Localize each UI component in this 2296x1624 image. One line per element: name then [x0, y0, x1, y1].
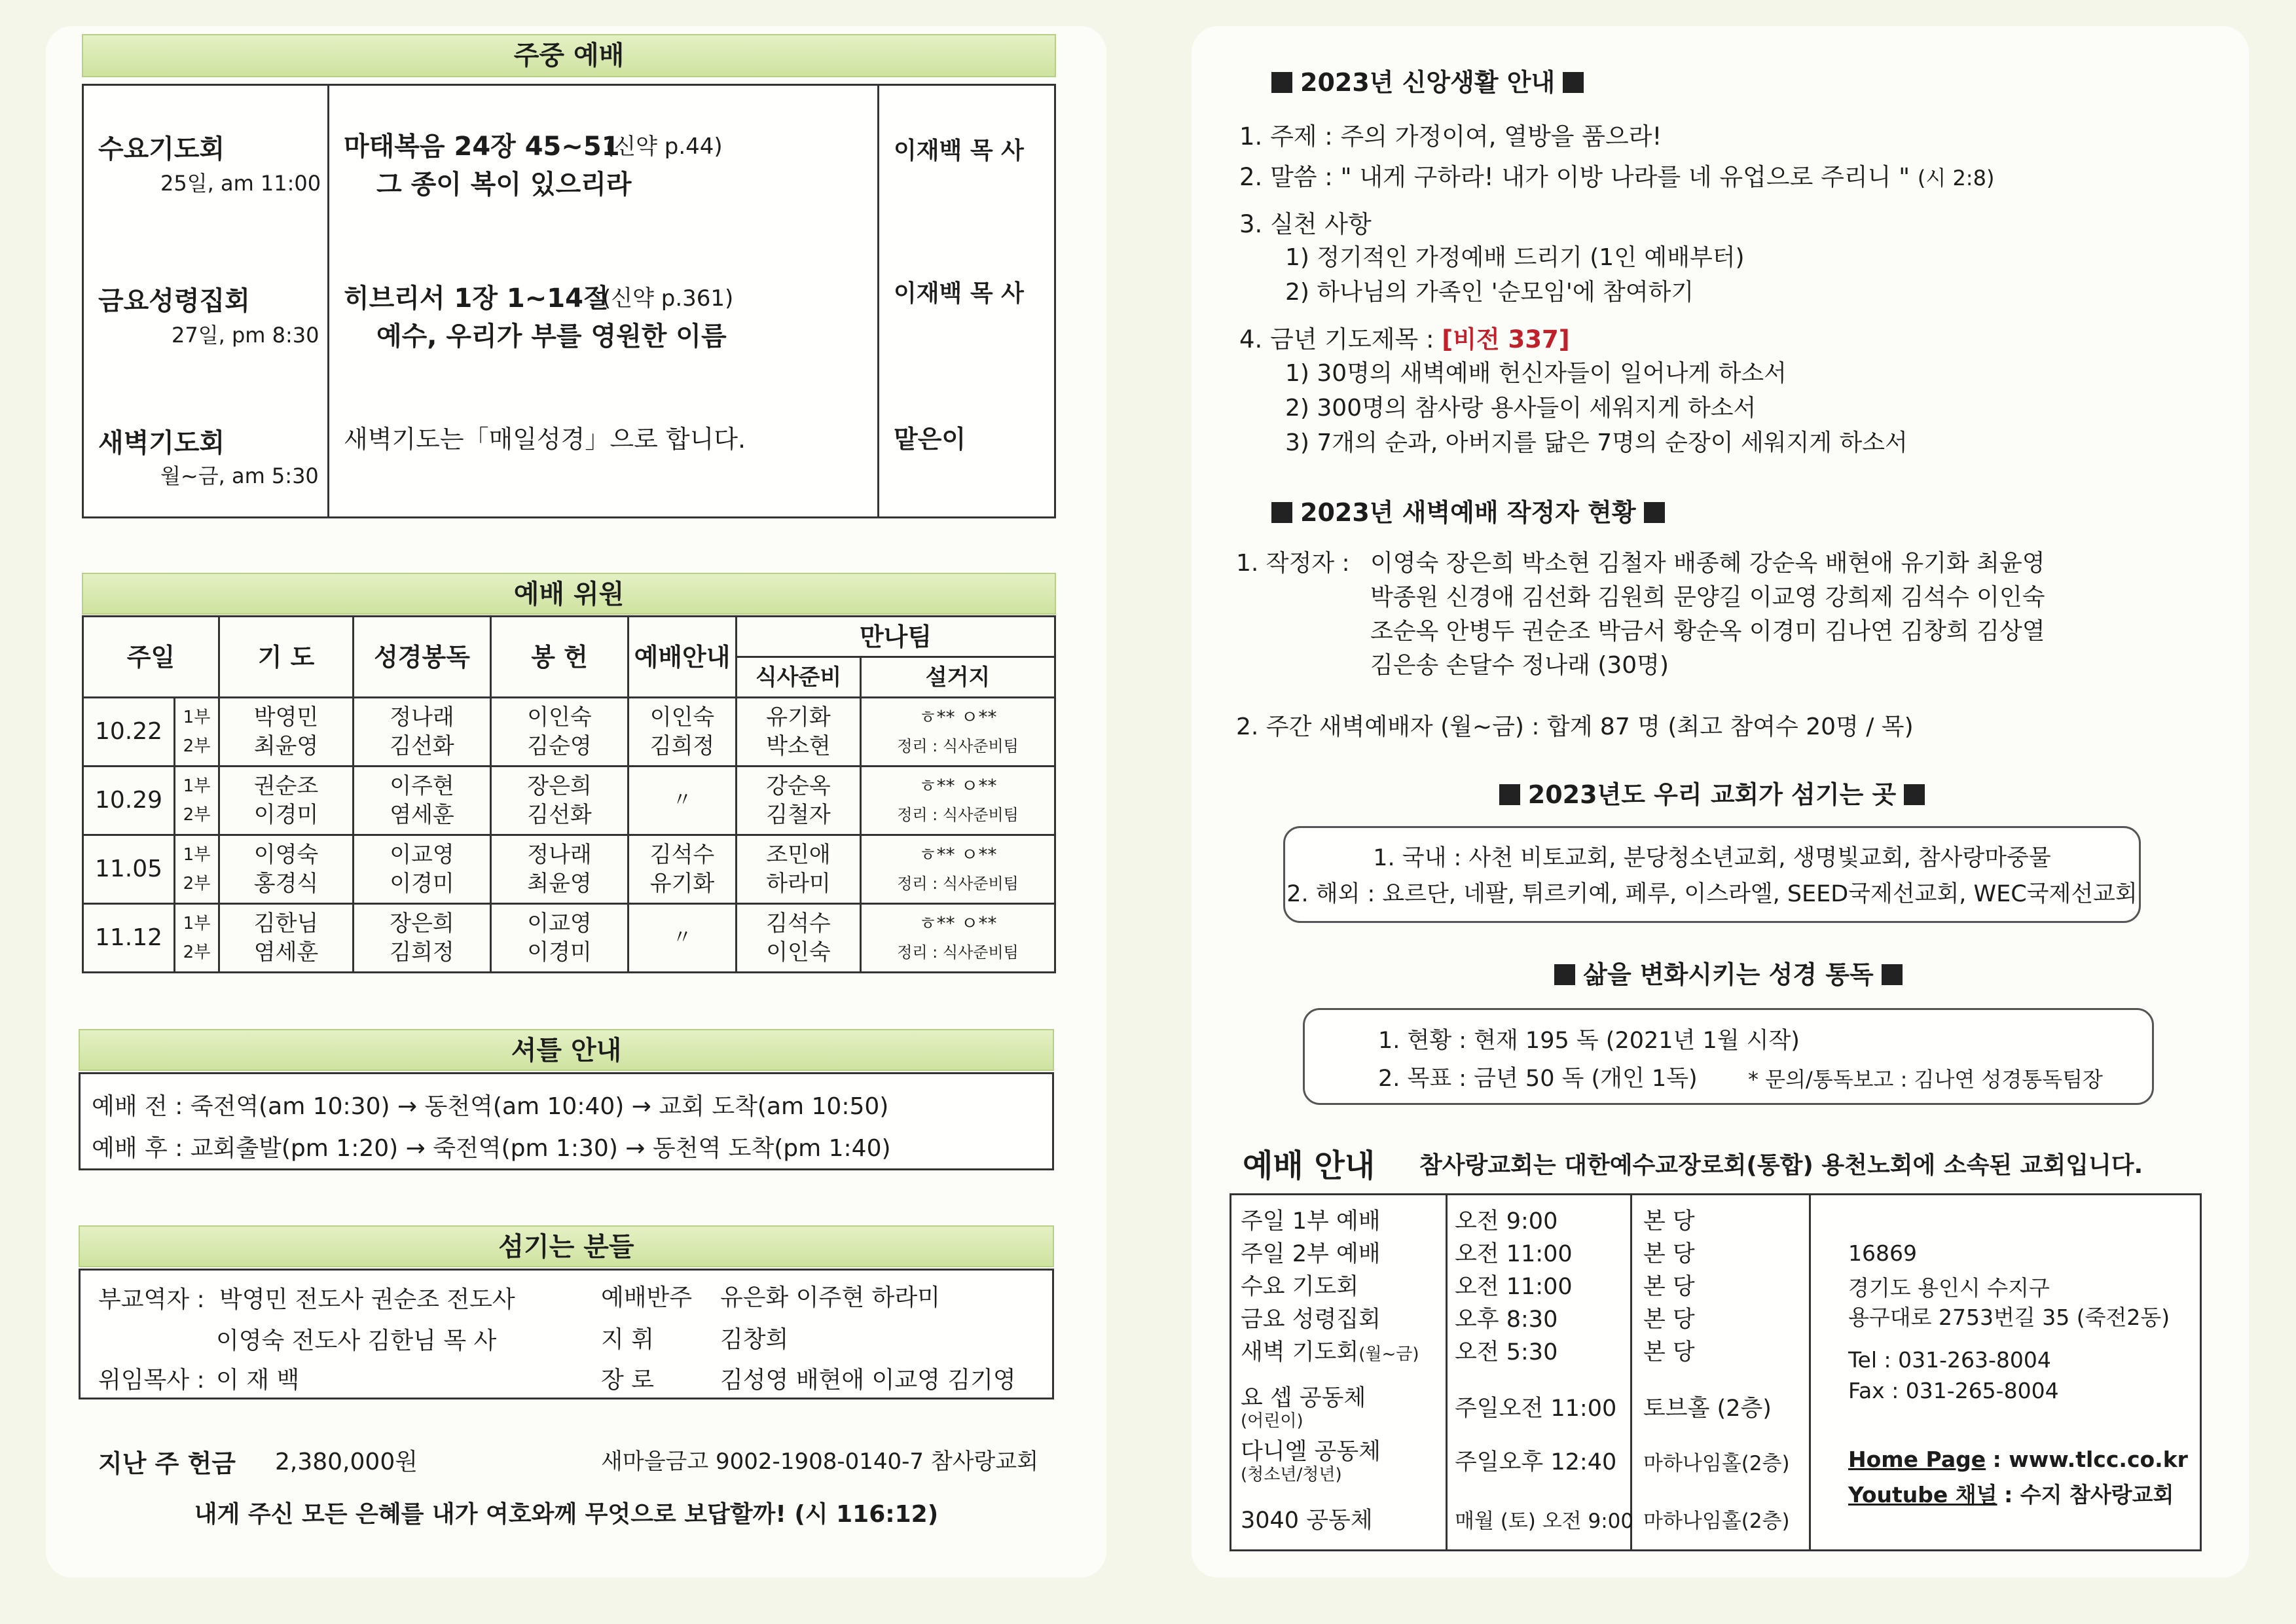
service-sermon: 그 종이 복이 있으리라 [376, 170, 632, 200]
col-date: 주일 [83, 617, 219, 698]
youtube[interactable]: Youtube 채널 : 수지 참사랑교회 [1848, 1482, 2174, 1507]
prayer-title: 4. 금년 기도제목 : [비전 337] [1239, 325, 1570, 353]
homepage[interactable]: Home Page : www.tlcc.co.kr [1848, 1447, 2188, 1472]
assoc-line1: 박영민 전도사 권순조 전도사 [219, 1286, 515, 1313]
reading-2: 김선화 [390, 733, 454, 759]
dishes-2: 정리 : 식사준비팀 [897, 737, 1019, 755]
prayer-1: 1) 30명의 새벽예배 헌신자들이 일어나게 하소서 [1285, 360, 1787, 387]
closing-verse: 내게 주신 모든 은혜를 내가 여호와께 무엇으로 보답할까! (시 116:12) [194, 1501, 939, 1528]
dawn-names-2: 박종원 신경애 김선화 김원희 문양길 이교영 강희제 김석수 이인숙 [1370, 584, 2045, 611]
guide-2: 김희정 [649, 733, 715, 759]
offering-1: 장은희 [527, 773, 592, 799]
square-icon [1554, 964, 1575, 985]
guide-place: 마하나임홀(2층) [1643, 1509, 1790, 1533]
dishes-1: ㅎ** ㅇ** [919, 912, 997, 934]
reading-1: 정나래 [390, 704, 454, 731]
part-1: 1부 [183, 776, 211, 796]
part-2: 2부 [183, 943, 211, 962]
prayer-2: 이경미 [253, 802, 319, 828]
col-team: 만나팀 [737, 617, 1055, 657]
service-name: 새벽기도회 [98, 428, 225, 458]
guide-service: 다니엘 공동체 [1241, 1439, 1381, 1465]
square-icon [1499, 784, 1520, 805]
committee-table [82, 615, 1056, 973]
church-address-2: 용구대로 2753번길 35 (죽전2동) [1848, 1305, 2170, 1330]
guide-time: 오전 11:00 [1455, 1274, 1573, 1300]
dawn-names-1: 이영숙 장은희 박소현 김철자 배종혜 강순옥 배현애 유기화 최윤영 [1370, 550, 2045, 577]
practice-2: 2) 하나님의 가족인 '순모임'에 참여하기 [1285, 279, 1694, 306]
dawn-names-3: 조순옥 안병두 권순조 박금서 황순옥 이경미 김나연 김창희 김상열 [1370, 618, 2045, 645]
service-scripture: 히브리서 1장 1~14절 [344, 283, 609, 314]
service-name: 금요성령집회 [98, 286, 250, 316]
col-meal: 식사준비 [737, 657, 861, 698]
service-sermon: 예수, 우리가 부를 영원한 이름 [376, 321, 727, 352]
guide-place: 본 당 [1643, 1307, 1695, 1333]
prayer-1: 이영숙 [253, 842, 319, 868]
offering-1: 이교영 [527, 911, 592, 937]
prayer-1: 김한님 [253, 911, 319, 937]
dishes-1: ㅎ** ㅇ** [919, 706, 997, 728]
guide-ditto: 〃 [672, 789, 693, 812]
serve-overseas: 2. 해외 : 요르단, 네팔, 튀르키예, 페루, 이스라엘, SEED국제선교회, WEC국제선교회 [1286, 881, 2138, 907]
offering-1: 정나래 [527, 842, 592, 868]
practice-1: 1) 정기적인 가정예배 드리기 (1인 예배부터) [1285, 244, 1745, 271]
guide-place: 본 당 [1643, 1339, 1695, 1365]
service-name: 수요기도회 [98, 134, 225, 164]
accompanist-label: 예배반주 [601, 1284, 693, 1311]
dishes-2: 정리 : 식사준비팀 [897, 943, 1019, 962]
service-scripture: 새벽기도는「매일성경」으로 합니다. [344, 425, 746, 454]
row-date: 11.12 [83, 904, 175, 973]
dawn-names-4: 김은송 손달수 정나래 (30명) [1370, 652, 1669, 679]
practice-title: 3. 실천 사항 [1239, 210, 1372, 238]
affiliation: 참사랑교회는 대한예수교장로회(통합) 용천노회에 소속된 교회입니다. [1419, 1152, 2143, 1179]
reading-2: 이경미 [390, 871, 454, 897]
guide-time: 오후 8:30 [1455, 1307, 1558, 1333]
square-icon [1563, 72, 1584, 93]
prayer-3: 3) 7개의 순과, 아버지를 닮은 7명의 순장이 세워지게 하소서 [1285, 429, 1908, 456]
guide-place: 본 당 [1643, 1208, 1695, 1235]
guide-service: 주일 1부 예배 [1241, 1208, 1381, 1235]
table-row [83, 835, 1055, 904]
accompanists: 유은화 이주현 하라미 [720, 1284, 940, 1311]
dawn-weekly: 2. 주간 새벽예배자 (월~금) : 합계 87 명 (최고 참여수 20명 / 목) [1236, 713, 1914, 740]
guide-time: 오전 9:00 [1455, 1208, 1558, 1235]
service-scripture-ref: (신약 p.361) [602, 285, 734, 312]
service-leader: 이재백 목 사 [894, 280, 1024, 307]
shuttle-after: 예배 후 : 교회출발(pm 1:20) → 죽전역(pm 1:30) → 동천역 도착(pm 1:40) [92, 1135, 891, 1162]
guide-service-sub: (어린이) [1241, 1411, 1303, 1431]
serve-places-title: 2023년도 우리 교회가 섬기는 곳 [1283, 774, 2141, 810]
part-2: 2부 [183, 805, 211, 825]
church-tel: Tel : 031-263-8004 [1848, 1347, 2051, 1373]
prayer-1: 박영민 [253, 704, 319, 731]
square-icon [1644, 502, 1665, 523]
prayer-2: 2) 300명의 참사랑 용사들이 세워지게 하소서 [1285, 395, 1757, 422]
part-1: 1부 [183, 845, 211, 865]
offering-label: 지난 주 헌금 [98, 1449, 236, 1478]
part-1: 1부 [183, 914, 211, 933]
service-leader: 이재백 목 사 [894, 137, 1024, 164]
table-row [83, 767, 1055, 835]
guide-time: 주일오후 12:40 [1455, 1449, 1617, 1475]
table-row [83, 698, 1055, 767]
faith-life-title: 2023년 신앙생활 안내 [1264, 62, 1592, 98]
row-date: 10.22 [83, 698, 175, 767]
col-prayer: 기 도 [219, 617, 354, 698]
table-row [83, 904, 1055, 973]
faith-word: 2. 말씀 : " 내게 구하라! 내가 이방 나라를 네 유업으로 주리니 " (시 2:8) [1239, 163, 1995, 191]
guide-service-sub: (청소년/청년) [1241, 1465, 1342, 1485]
guide-1: 김석수 [649, 842, 715, 868]
dishes-1: ㅎ** ㅇ** [919, 844, 997, 865]
offering-2: 김선화 [527, 802, 592, 828]
service-scripture: 마태복음 24장 45~51 [344, 132, 620, 162]
guide-place: 토브홀 (2층) [1643, 1396, 1772, 1422]
bible-reading-title: 삶을 변화시키는 성경 통독 [1303, 954, 2154, 990]
assoc-label: 부교역자 : [98, 1286, 205, 1313]
guide-service: 요 셉 공동체 [1241, 1385, 1366, 1411]
dawn-title: 2023년 새벽예배 작정자 현황 [1264, 492, 1673, 528]
square-icon [1904, 784, 1925, 805]
guide-service: 주일 2부 예배 [1241, 1241, 1381, 1267]
guide-place: 본 당 [1643, 1274, 1695, 1300]
offering-amount: 2,380,000원 [275, 1449, 418, 1475]
guide-time: 주일오전 11:00 [1455, 1396, 1617, 1422]
bible-status: 1. 현황 : 현재 195 독 (2021년 1월 시작) [1378, 1028, 1800, 1054]
service-time: 월~금, am 5:30 [160, 463, 319, 488]
reading-1: 이주현 [390, 773, 454, 799]
dishes-1: ㅎ** ㅇ** [919, 775, 997, 797]
service-time: 25일, am 11:00 [160, 171, 321, 196]
guide-time: 매월 (토) 오전 9:00 [1455, 1509, 1634, 1533]
church-zip: 16869 [1848, 1240, 1917, 1266]
prayer-1: 권순조 [253, 773, 319, 799]
offering-2: 최윤영 [527, 871, 592, 897]
meal-1: 강순옥 [766, 773, 831, 799]
guide-ditto: 〃 [672, 926, 693, 949]
prayer-2: 염세훈 [253, 939, 319, 965]
reading-1: 장은희 [390, 911, 454, 937]
offering-2: 김순영 [527, 733, 592, 759]
row-date: 11.05 [83, 835, 175, 904]
part-2: 2부 [183, 736, 211, 756]
dishes-2: 정리 : 식사준비팀 [897, 806, 1019, 824]
reading-2: 김희정 [390, 939, 454, 965]
meal-1: 유기화 [766, 704, 831, 731]
dawn-label: 1. 작정자 : [1236, 550, 1350, 577]
worship-guide-title: 예배 안내 [1243, 1147, 1376, 1184]
guide-time: 오전 5:30 [1455, 1339, 1558, 1365]
service-scripture-ref: (신약 p.44) [606, 134, 723, 160]
guide-service: 수요 기도회 [1241, 1274, 1359, 1300]
guide-service: 3040 공동체 [1241, 1507, 1373, 1534]
guide-2: 유기화 [649, 871, 715, 897]
meal-2: 김철자 [766, 802, 831, 828]
col-dishes: 설거지 [861, 657, 1055, 698]
servants-header: 섬기는 분들 [79, 1225, 1054, 1267]
service-time: 27일, pm 8:30 [172, 323, 319, 348]
guide-time: 오전 11:00 [1455, 1241, 1573, 1267]
guide-place: 본 당 [1643, 1241, 1695, 1267]
meal-1: 조민애 [766, 842, 831, 868]
meal-2: 하라미 [766, 871, 831, 897]
meal-1: 김석수 [766, 911, 831, 937]
square-icon [1882, 964, 1903, 985]
prayer-2: 홍경식 [253, 871, 319, 897]
guide-service: 새벽 기도회(월~금) [1241, 1339, 1419, 1365]
pastor-name: 이 재 백 [216, 1367, 300, 1394]
weekday-worship-header: 주중 예배 [82, 34, 1056, 77]
part-1: 1부 [183, 708, 211, 727]
col-guide: 예배안내 [629, 617, 737, 698]
shuttle-before: 예배 전 : 죽전역(am 10:30) → 동천역(am 10:40) → 교회 도착(am 10:50) [92, 1093, 889, 1120]
square-icon [1271, 72, 1292, 93]
committee-header: 예배 위원 [82, 573, 1056, 615]
offering-account: 새마을금고 9002-1908-0140-7 참사랑교회 [601, 1449, 1039, 1475]
serve-domestic: 1. 국내 : 사천 비토교회, 분당청소년교회, 생명빛교회, 참사랑마중물 [1373, 845, 2051, 871]
elder-label: 장 로 [601, 1367, 654, 1394]
part-2: 2부 [183, 874, 211, 893]
guide-place: 마하나임홀(2층) [1643, 1452, 1790, 1475]
vision-badge: [비전 337] [1442, 325, 1570, 353]
reading-2: 염세훈 [390, 802, 454, 828]
assoc-line2: 이영숙 전도사 김한님 목 사 [216, 1327, 497, 1354]
church-fax: Fax : 031-265-8004 [1848, 1378, 2059, 1403]
reading-1: 이교영 [390, 842, 454, 868]
meal-2: 이인숙 [766, 939, 831, 965]
offering-2: 이경미 [527, 939, 592, 965]
row-date: 10.29 [83, 767, 175, 835]
elders: 김성영 배현애 이교영 김기영 [720, 1367, 1016, 1394]
service-leader: 맡은이 [894, 425, 966, 454]
dishes-2: 정리 : 식사준비팀 [897, 875, 1019, 893]
conductor: 김창희 [720, 1326, 789, 1353]
shuttle-header: 셔틀 안내 [79, 1029, 1054, 1071]
col-reading: 성경봉독 [354, 617, 491, 698]
square-icon [1271, 502, 1292, 523]
bible-contact: * 문의/통독보고 : 김나연 성경통독팀장 [1748, 1067, 2103, 1092]
offering-1: 이인숙 [527, 704, 592, 731]
faith-theme: 1. 주제 : 주의 가정이여, 열방을 품으라! [1239, 122, 1662, 151]
prayer-2: 최윤영 [253, 733, 319, 759]
meal-2: 박소현 [766, 733, 831, 759]
guide-service: 금요 성령집회 [1241, 1307, 1381, 1333]
pastor-label: 위임목사 : [98, 1367, 205, 1394]
conductor-label: 지 휘 [601, 1326, 654, 1353]
bible-goal: 2. 목표 : 금년 50 독 (개인 1독) [1378, 1066, 1698, 1092]
church-address-1: 경기도 용인시 수지구 [1848, 1275, 2050, 1301]
guide-1: 이인숙 [649, 704, 715, 731]
col-offering: 봉 헌 [491, 617, 629, 698]
